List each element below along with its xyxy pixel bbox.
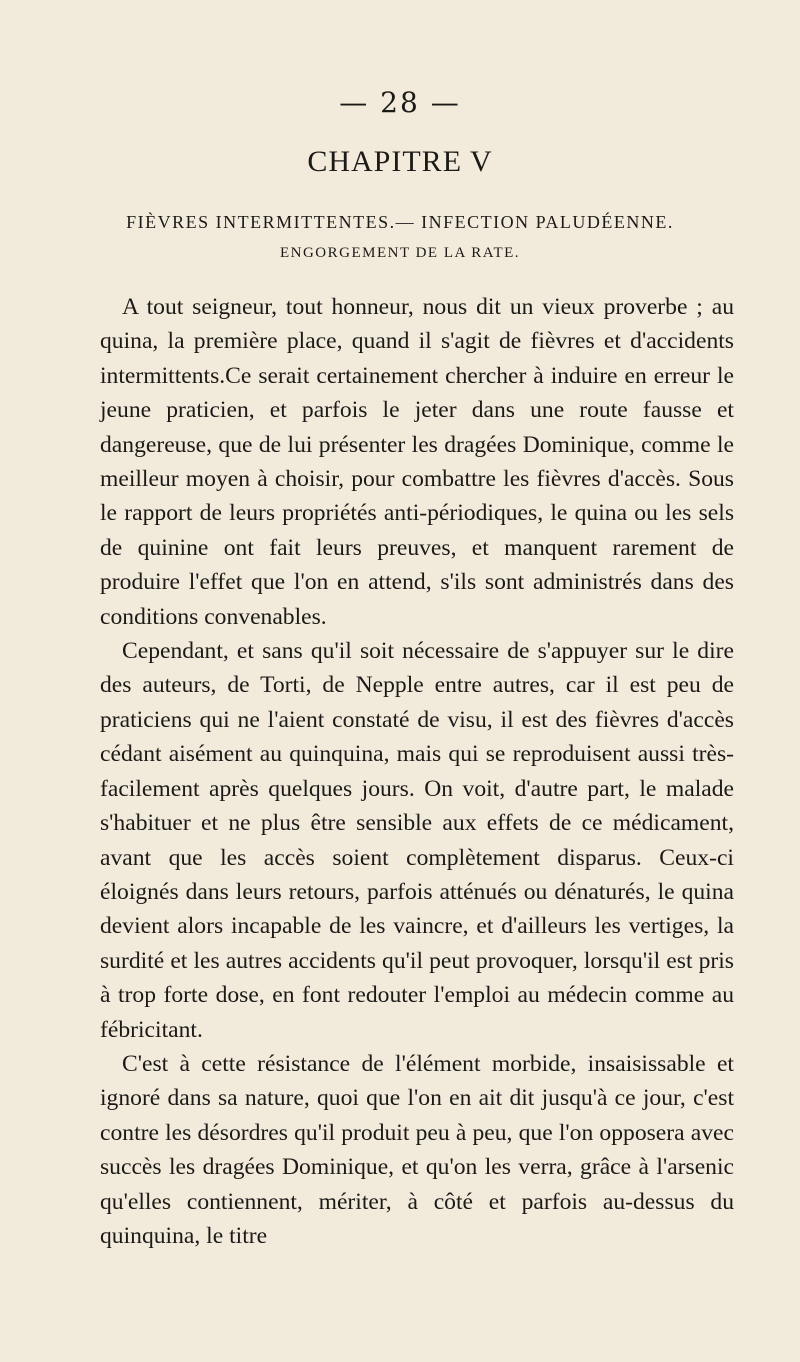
paragraph: A tout seigneur, tout honneur, nous dit un vieux proverbe ; au quina, la première place, quand il s'agit de fièvres et d'accidents intermittents.Ce serait certainement chercher à induire en erreur le jeune praticien, et parfois le jeter dans une route fausse et dangereuse, que de lui présenter les dragées Dominique, comme le meilleur moyen à choisir, pour combattre les fièvres d'accès. Sous le rapport de leurs propriétés anti-périodiques, le quina ou les sels de quinine ont fait leurs preuves, et manquent rarement de produire l'effet que l'on en attend, s'ils sont administrés dans des conditions convenables. [100,294,734,630]
body-text [100,290,734,1253]
chapter-subtitle-line2: ENGORGEMENT DE LA RATE. [279,245,521,261]
chapter-title: CHAPITRE V [307,145,493,178]
page-number: — 28 — [339,86,461,119]
chapter-subtitle-line1: FIÈVRES INTERMITTENTES.— INFECTION PALUDÉENNE. [126,212,674,232]
paragraph: C'est à cette résistance de l'élément morbide, insaisissable et ignoré dans sa nature, quoi que l'on en ait dit jusqu'à ce jour, c'est contre les désordres qu'il produit peu à peu, que l'on opposera avec succès les dragées Dominique, et qu'on les verra, grâce à l'arsenic qu'elles contiennent, mériter, à côté et parfois au-dessus du quinquina, le titre [100,1050,734,1249]
paragraph: Cependant, et sans qu'il soit nécessaire de s'appuyer sur le dire des auteurs, de Torti, de Nepple entre autres, car il est peu de praticiens qui ne l'aient constaté de visu, il est des fièvres d'accès cédant aisément au quinquina, mais qui se reproduisent aussi très-facilement après quelques jours. On voit, d'autre part, le malade s'habituer et ne plus être sensible aux effets de ce médicament, avant que les accès soient complètement disparus. Ceux-ci éloignés dans leurs retours, parfois atténués ou dénaturés, le quina devient alors incapable de les vaincre, et d'ailleurs les vertiges, la surdité et les autres accidents qu'il peut provoquer, lorsqu'il est pris à trop forte dose, en font redouter l'emploi au médecin comme au fébricitant. [100,638,734,1043]
